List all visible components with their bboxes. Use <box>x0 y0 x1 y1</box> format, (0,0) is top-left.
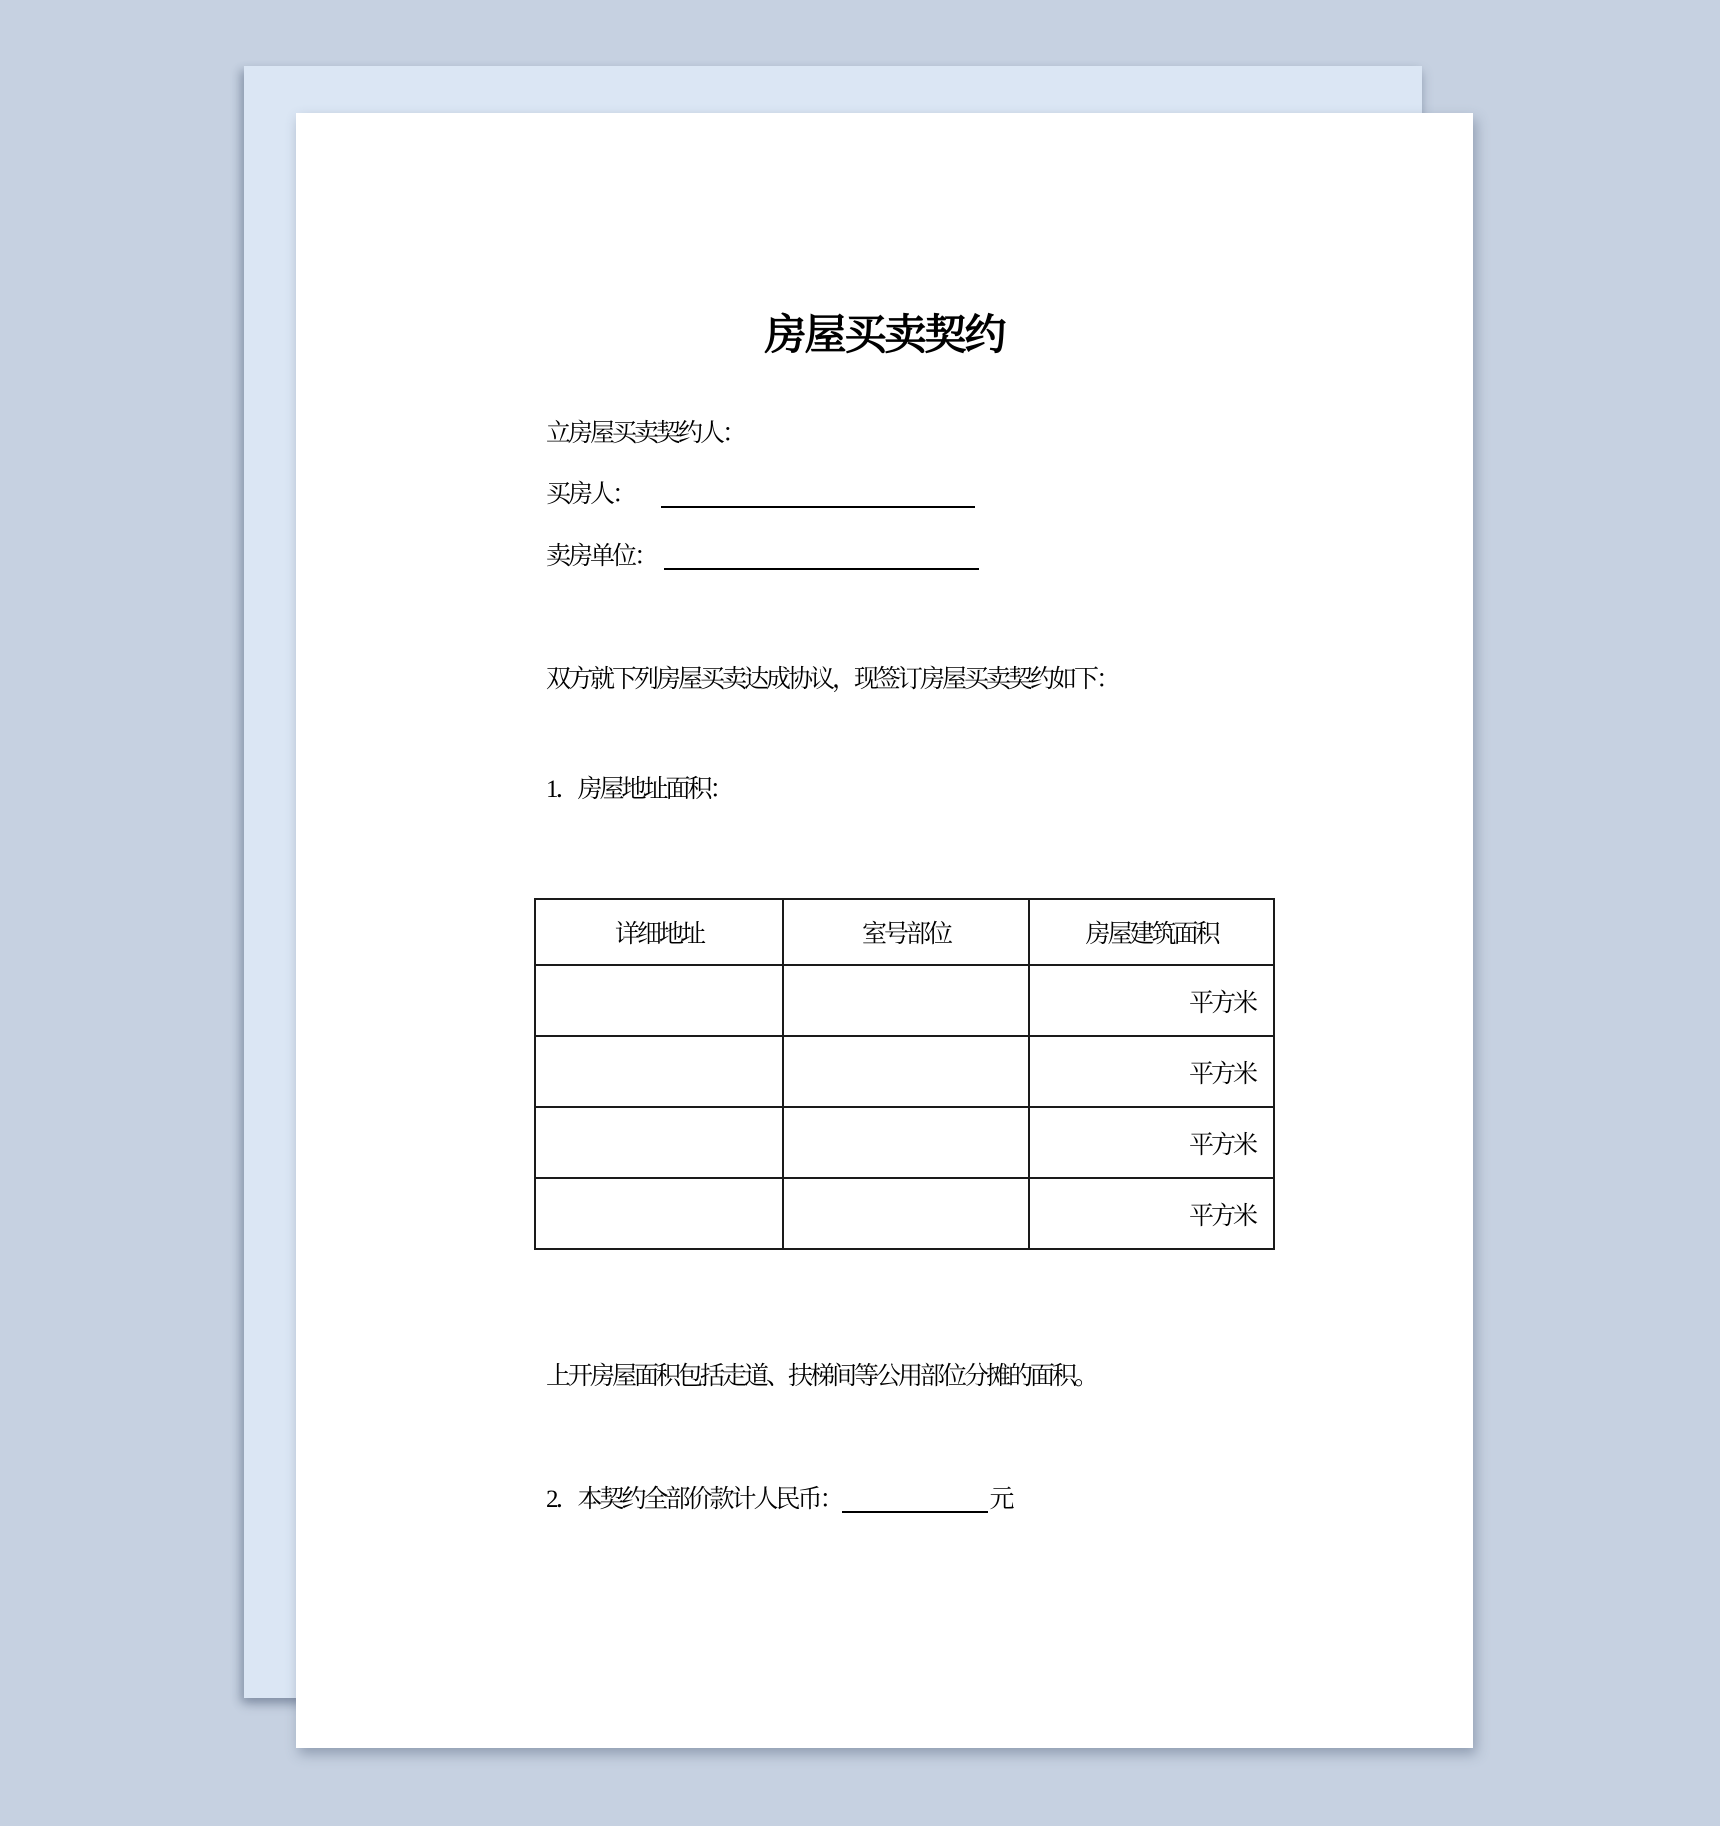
seller-fill-in-line <box>664 568 979 570</box>
document-title: 房屋买卖契约 <box>764 311 1005 358</box>
table-cell-room <box>783 1178 1029 1249</box>
table-cell-area-unit: 平方米 <box>1029 1036 1274 1107</box>
price-fill-in-line <box>842 1485 988 1513</box>
buyer-fill-in-line <box>661 506 975 508</box>
table-row <box>535 1036 1274 1107</box>
buyer-label: 买房人： <box>546 481 635 508</box>
table-header-address: 详细地址 <box>535 899 783 965</box>
table-cell-area-unit: 平方米 <box>1029 1178 1274 1249</box>
section2-line <box>546 1485 1012 1515</box>
currency-unit-label: 元 <box>989 1486 1012 1513</box>
table-cell-room <box>783 965 1029 1036</box>
table-cell-room <box>783 1036 1029 1107</box>
contract-page <box>296 113 1473 1748</box>
parties-label: 立房屋买卖契约人： <box>546 420 745 447</box>
property-table <box>534 898 1275 1250</box>
table-cell-address <box>535 1107 783 1178</box>
table-header-area: 房屋建筑面积 <box>1029 899 1274 965</box>
table-row <box>535 1107 1274 1178</box>
common-area-note: 上开房屋面积包括走道、扶梯间等公用部位分摊的面积。 <box>546 1363 1097 1390</box>
table-row <box>535 1178 1274 1249</box>
seller-label: 卖房单位： <box>546 543 657 570</box>
agreement-sentence: 双方就下列房屋买卖达成协议，现签订房屋买卖契约如下： <box>546 666 1119 693</box>
section2-label: 2．本契约全部价款计人民币： <box>546 1486 842 1513</box>
table-row <box>535 965 1274 1036</box>
table-header-room: 室号部位 <box>783 899 1029 965</box>
table-cell-address <box>535 1036 783 1107</box>
table-cell-address <box>535 965 783 1036</box>
table-cell-room <box>783 1107 1029 1178</box>
table-header-row <box>535 899 1274 965</box>
table-cell-address <box>535 1178 783 1249</box>
table-cell-area-unit: 平方米 <box>1029 1107 1274 1178</box>
table-cell-area-unit: 平方米 <box>1029 965 1274 1036</box>
section1-heading: 1．房屋地址面积： <box>546 776 732 803</box>
